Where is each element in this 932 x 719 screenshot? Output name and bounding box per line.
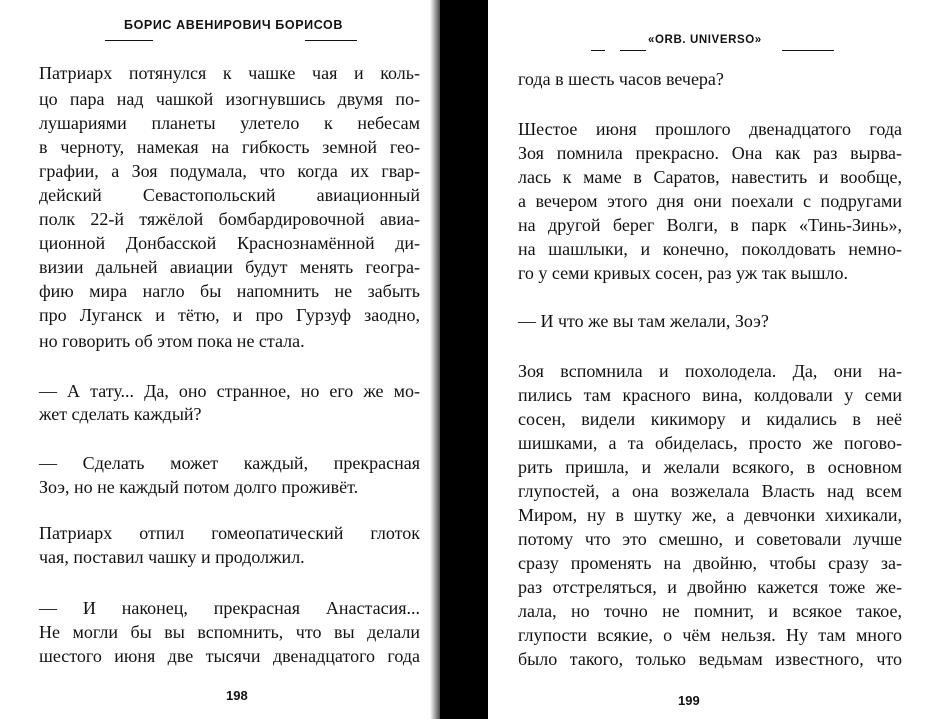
text-line: но говорить об этом пока не стала. [39, 331, 305, 351]
text-line: визии дальней авиации будут менять геогра- [39, 257, 420, 277]
text-line: полк 22-й тяжёлой бомбардировочной авиа- [39, 209, 420, 229]
text-line: лась к маме в Саратов, навестить и вообще, [518, 167, 902, 187]
text-line: — И что же вы там желали, Зоэ? [518, 311, 769, 331]
left-page [0, 0, 440, 719]
text-line: фию мира нагло бы напомнить не забыть [39, 281, 420, 301]
text-line: лушариями планеты улетело к небесам [39, 113, 420, 133]
text-line: шишками, а та обиделась, просто же погово- [518, 433, 902, 453]
text-line: Миром, ну в шутку же, а девчонки хихикали, [518, 505, 902, 525]
text-line: — А тату... Да, оно странное, но его же мо- [39, 381, 420, 401]
text-line: в черноту, намекая на гибкость земной гео- [39, 137, 420, 157]
header-rule-left [591, 50, 605, 51]
text-line: года в шесть часов вечера? [518, 69, 724, 89]
text-line: Зоэ, но не каждый потом долго проживёт. [39, 477, 359, 497]
text-line: Не могли бы вы вспомнить, что вы делали [39, 622, 420, 642]
book-gutter [440, 0, 488, 719]
text-line: сосен, видели кикимору и кидались в неё [518, 409, 902, 429]
text-line: — Сделать может каждый, прекрасная [39, 453, 420, 473]
running-head-author: БОРИС АВЕНИРОВИЧ БОРИСОВ [124, 18, 343, 32]
page-number-right: 199 [678, 693, 700, 708]
text-line: дейский Севастопольский авиационный [39, 185, 420, 205]
text-line: Зоя вспомнила и похолодела. Да, они на- [518, 361, 902, 381]
text-line: глупостей, а она возжелала Власть над всем [518, 481, 902, 501]
text-line: ционной Донбасской Краснознамённой ди- [39, 233, 420, 253]
text-line: Патриарх отпил гомеопатический глоток [39, 523, 420, 543]
header-rule-right [782, 50, 834, 51]
text-line: — И наконец, прекрасная Анастасия... [39, 598, 420, 618]
text-line: пились там красного вина, колдовали у семи [518, 385, 902, 405]
text-line: про Луганск и тётю, и про Гурзуф заодно, [39, 305, 420, 325]
running-head-title: «ORB. UNIVERSO» [648, 34, 762, 46]
text-line: на шашлыки, и конечно, поколдовать немно- [518, 239, 902, 259]
text-line: жет сделать каждый? [39, 404, 202, 424]
text-line: было такого, только ведьмам известного, что [518, 649, 902, 669]
page-number-left: 198 [226, 688, 248, 703]
text-line: рить пришла, и желали всякого, в основном [518, 457, 902, 477]
header-rule-right [305, 40, 357, 41]
text-line: цо пара над чашкой изогнувшись двумя по- [39, 89, 420, 109]
text-line: потому что это смешно, и советовали лучше [518, 529, 902, 549]
text-line: шестого июня две тысячи двенадцатого года [39, 646, 420, 666]
text-line: чая, поставил чашку и продолжил. [39, 547, 305, 567]
text-line: Шестое июня прошлого двенадцатого года [518, 119, 902, 139]
header-rule-left [105, 40, 153, 41]
text-line: лала, но точно не помнит, и всякое такое, [518, 601, 902, 621]
text-line: глупости всякие, о чём нельзя. Ну там много [518, 625, 902, 645]
text-line: на другой берег Волги, в парк «Тинь-Зинь», [518, 215, 902, 235]
text-line: а вечером этого дня они поехали с подругами [518, 191, 902, 211]
right-page [488, 0, 932, 719]
header-rule-left [620, 50, 646, 51]
text-line: Зоя помнила прекрасно. Она как раз вырва- [518, 143, 902, 163]
text-line: графии, а Зоя подумала, что когда их гвар- [39, 161, 420, 181]
text-line: раз отстреляться, и двойню кажется тоже же- [518, 577, 902, 597]
text-line: го у семи кривых сосен, раз уж так вышло. [518, 263, 848, 283]
text-line: Патриарх потянулся к чашке чая и коль- [39, 63, 420, 83]
text-line: сразу променять на двойню, чтобы сразу за- [518, 553, 902, 573]
